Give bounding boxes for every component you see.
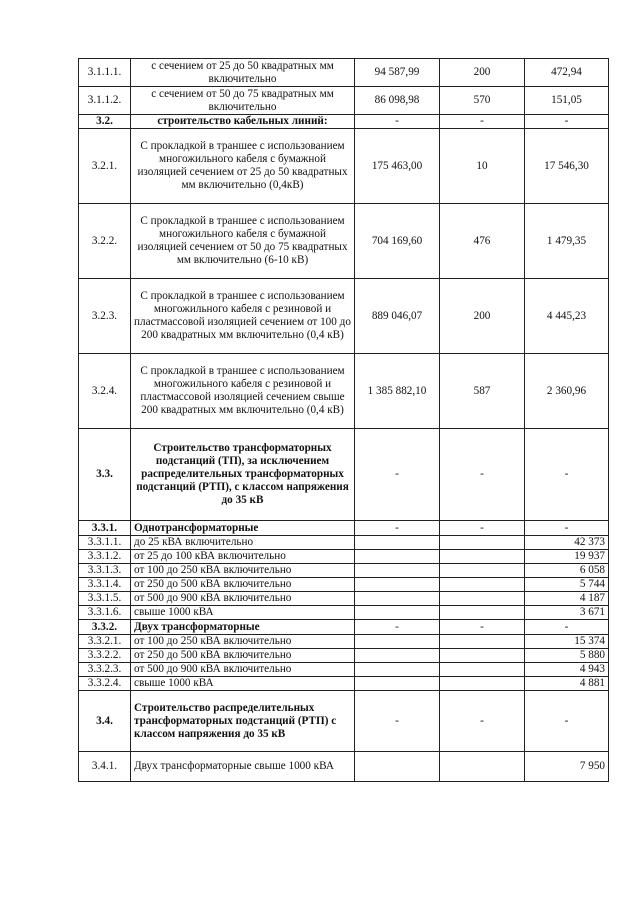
cost-cell: 704 169,60 bbox=[355, 204, 440, 279]
row-description-cell: С прокладкой в траншее с использованием многожильного кабеля с бумажной изоляцией сечением от 50 до 75 квадратных мм включительно (6-10 кВ) bbox=[131, 204, 355, 279]
rate-cell: 19 937 bbox=[525, 550, 609, 564]
rate-cell: - bbox=[525, 521, 609, 536]
capacity-cell bbox=[440, 578, 525, 592]
cost-cell: - bbox=[355, 620, 440, 635]
capacity-cell bbox=[440, 677, 525, 691]
table-row bbox=[79, 521, 609, 536]
cost-cell: 86 098,98 bbox=[355, 87, 440, 115]
table-row bbox=[79, 204, 609, 279]
row-number-cell: 3.3.1.4. bbox=[79, 578, 131, 592]
cost-cell bbox=[355, 550, 440, 564]
table-row bbox=[79, 752, 609, 782]
capacity-cell: 587 bbox=[440, 354, 525, 429]
rate-cell: 2 360,96 bbox=[525, 354, 609, 429]
capacity-cell bbox=[440, 752, 525, 782]
cost-cell: - bbox=[355, 115, 440, 129]
rate-cell: 4 187 bbox=[525, 592, 609, 606]
table-row bbox=[79, 578, 609, 592]
row-description-cell: с сечением от 25 до 50 квадратных мм включительно bbox=[131, 59, 355, 87]
cost-cell: 175 463,00 bbox=[355, 129, 440, 204]
table-row bbox=[79, 564, 609, 578]
row-description-cell: до 25 кВА включительно bbox=[131, 536, 355, 550]
capacity-cell: - bbox=[440, 115, 525, 129]
tariff-table bbox=[78, 58, 609, 782]
row-number-cell: 3.3.1.6. bbox=[79, 606, 131, 620]
row-number-cell: 3.3.1.1. bbox=[79, 536, 131, 550]
table-row bbox=[79, 649, 609, 663]
rate-cell: 151,05 bbox=[525, 87, 609, 115]
row-description-cell: от 250 до 500 кВА включительно bbox=[131, 649, 355, 663]
rate-cell: 3 671 bbox=[525, 606, 609, 620]
row-description-cell: Двух трансформаторные свыше 1000 кВА bbox=[131, 752, 355, 782]
rate-cell: 5 880 bbox=[525, 649, 609, 663]
row-description-cell: с сечением от 50 до 75 квадратных мм включительно bbox=[131, 87, 355, 115]
rate-cell: 4 445,23 bbox=[525, 279, 609, 354]
table-row bbox=[79, 129, 609, 204]
rate-cell: - bbox=[525, 620, 609, 635]
rate-cell: 4 943 bbox=[525, 663, 609, 677]
rate-cell: 7 950 bbox=[525, 752, 609, 782]
row-description-cell: Двух трансформаторные bbox=[131, 620, 355, 635]
tariff-table-body bbox=[79, 59, 609, 782]
table-row bbox=[79, 620, 609, 635]
capacity-cell: - bbox=[440, 620, 525, 635]
row-description-cell: Строительство распределительных трансформаторных подстанций (РТП) с классом напряжения до 35 кВ bbox=[131, 691, 355, 752]
capacity-cell bbox=[440, 536, 525, 550]
capacity-cell bbox=[440, 564, 525, 578]
row-description-cell: от 25 до 100 кВА включительно bbox=[131, 550, 355, 564]
row-description-cell: строительство кабельных линий: bbox=[131, 115, 355, 129]
rate-cell: 42 373 bbox=[525, 536, 609, 550]
cost-cell bbox=[355, 649, 440, 663]
cost-cell bbox=[355, 635, 440, 649]
table-row bbox=[79, 429, 609, 521]
cost-cell: 94 587,99 bbox=[355, 59, 440, 87]
cost-cell bbox=[355, 606, 440, 620]
capacity-cell bbox=[440, 649, 525, 663]
row-number-cell: 3.4.1. bbox=[79, 752, 131, 782]
rate-cell: 17 546,30 bbox=[525, 129, 609, 204]
table-row bbox=[79, 550, 609, 564]
row-number-cell: 3.2. bbox=[79, 115, 131, 129]
cost-cell bbox=[355, 578, 440, 592]
capacity-cell: 10 bbox=[440, 129, 525, 204]
table-row bbox=[79, 536, 609, 550]
table-row bbox=[79, 663, 609, 677]
cost-cell bbox=[355, 564, 440, 578]
row-number-cell: 3.1.1.2. bbox=[79, 87, 131, 115]
capacity-cell bbox=[440, 635, 525, 649]
row-description-cell: свыше 1000 кВА bbox=[131, 677, 355, 691]
row-description-cell: от 500 до 900 кВА включительно bbox=[131, 663, 355, 677]
rate-cell: 472,94 bbox=[525, 59, 609, 87]
row-number-cell: 3.3.2.2. bbox=[79, 649, 131, 663]
capacity-cell bbox=[440, 592, 525, 606]
row-description-cell: от 500 до 900 кВА включительно bbox=[131, 592, 355, 606]
cost-cell bbox=[355, 592, 440, 606]
rate-cell: - bbox=[525, 429, 609, 521]
row-number-cell: 3.3.1. bbox=[79, 521, 131, 536]
cost-cell: 1 385 882,10 bbox=[355, 354, 440, 429]
row-number-cell: 3.3.2. bbox=[79, 620, 131, 635]
table-row bbox=[79, 115, 609, 129]
rate-cell: 5 744 bbox=[525, 578, 609, 592]
row-number-cell: 3.3.2.1. bbox=[79, 635, 131, 649]
cost-cell: - bbox=[355, 691, 440, 752]
row-description-cell: Однотрансформаторные bbox=[131, 521, 355, 536]
capacity-cell: - bbox=[440, 429, 525, 521]
row-number-cell: 3.3.1.3. bbox=[79, 564, 131, 578]
capacity-cell bbox=[440, 663, 525, 677]
row-number-cell: 3.2.2. bbox=[79, 204, 131, 279]
cost-cell: 889 046,07 bbox=[355, 279, 440, 354]
capacity-cell: - bbox=[440, 691, 525, 752]
row-description-cell: от 100 до 250 кВА включительно bbox=[131, 564, 355, 578]
table-row bbox=[79, 87, 609, 115]
rate-cell: - bbox=[525, 691, 609, 752]
rate-cell: 1 479,35 bbox=[525, 204, 609, 279]
row-number-cell: 3.3.1.5. bbox=[79, 592, 131, 606]
table-row bbox=[79, 59, 609, 87]
capacity-cell bbox=[440, 550, 525, 564]
row-number-cell: 3.3.2.4. bbox=[79, 677, 131, 691]
table-row bbox=[79, 691, 609, 752]
rate-cell: 4 881 bbox=[525, 677, 609, 691]
cost-cell bbox=[355, 536, 440, 550]
cost-cell bbox=[355, 677, 440, 691]
table-row bbox=[79, 677, 609, 691]
table-row bbox=[79, 354, 609, 429]
row-number-cell: 3.4. bbox=[79, 691, 131, 752]
capacity-cell: 200 bbox=[440, 59, 525, 87]
row-description-cell: от 250 до 500 кВА включительно bbox=[131, 578, 355, 592]
rate-cell: 15 374 bbox=[525, 635, 609, 649]
table-row bbox=[79, 635, 609, 649]
table-row bbox=[79, 606, 609, 620]
row-description-cell: свыше 1000 кВА bbox=[131, 606, 355, 620]
cost-cell: - bbox=[355, 521, 440, 536]
cost-cell bbox=[355, 752, 440, 782]
capacity-cell: 476 bbox=[440, 204, 525, 279]
row-description-cell: Строительство трансформаторных подстанций (ТП), за исключением распределительных трансформаторных подстанций (РТП), с классом напряжения до 35 кВ bbox=[131, 429, 355, 521]
row-number-cell: 3.1.1.1. bbox=[79, 59, 131, 87]
row-number-cell: 3.2.1. bbox=[79, 129, 131, 204]
row-number-cell: 3.3.1.2. bbox=[79, 550, 131, 564]
rate-cell: - bbox=[525, 115, 609, 129]
capacity-cell: 200 bbox=[440, 279, 525, 354]
row-number-cell: 3.3.2.3. bbox=[79, 663, 131, 677]
cost-cell: - bbox=[355, 429, 440, 521]
row-description-cell: С прокладкой в траншее с использованием многожильного кабеля с резиновой и пластмассовой изоляцией сечением свыше 200 квадратных мм включительно (0,4 кВ) bbox=[131, 354, 355, 429]
row-number-cell: 3.2.3. bbox=[79, 279, 131, 354]
capacity-cell bbox=[440, 606, 525, 620]
row-description-cell: С прокладкой в траншее с использованием многожильного кабеля с бумажной изоляцией сечением от 25 до 50 квадратных мм включительно (0,4кВ) bbox=[131, 129, 355, 204]
capacity-cell: 570 bbox=[440, 87, 525, 115]
table-row bbox=[79, 592, 609, 606]
capacity-cell: - bbox=[440, 521, 525, 536]
table-row bbox=[79, 279, 609, 354]
rate-cell: 6 058 bbox=[525, 564, 609, 578]
cost-cell bbox=[355, 663, 440, 677]
row-number-cell: 3.3. bbox=[79, 429, 131, 521]
row-description-cell: от 100 до 250 кВА включительно bbox=[131, 635, 355, 649]
row-number-cell: 3.2.4. bbox=[79, 354, 131, 429]
row-description-cell: С прокладкой в траншее с использованием многожильного кабеля с резиновой и пластмассовой изоляцией сечением от 100 до 200 квадратных мм включительно (0,4 кВ) bbox=[131, 279, 355, 354]
